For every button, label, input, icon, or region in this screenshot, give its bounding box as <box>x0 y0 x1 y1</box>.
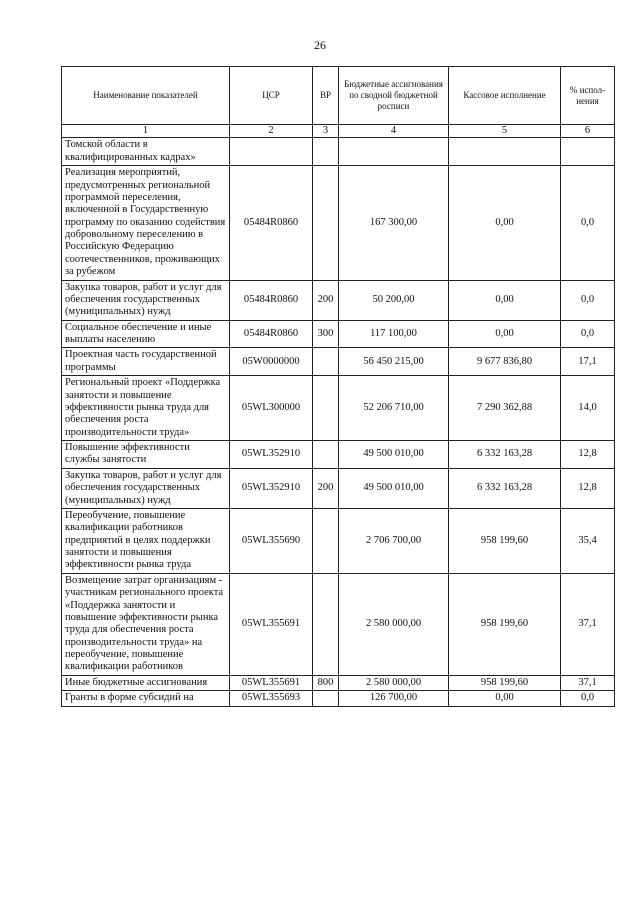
row-percent: 17,1 <box>561 348 615 376</box>
row-csr: 05WL300000 <box>230 376 313 441</box>
row-percent: 12,8 <box>561 441 615 469</box>
row-percent: 37,1 <box>561 573 615 675</box>
table-row <box>62 166 615 280</box>
row-budget: 49 500 010,00 <box>339 468 449 508</box>
header-name: Наименование показателей <box>62 67 230 125</box>
row-percent: 37,1 <box>561 675 615 690</box>
header-percent: % испол-нения <box>561 67 615 125</box>
row-vr: 200 <box>313 468 339 508</box>
row-budget: 2 580 000,00 <box>339 675 449 690</box>
row-budget <box>339 138 449 166</box>
row-vr <box>313 441 339 469</box>
row-percent: 12,8 <box>561 468 615 508</box>
row-cash: 958 199,60 <box>449 573 561 675</box>
column-number: 4 <box>339 125 449 138</box>
row-vr <box>313 691 339 706</box>
row-name: Иные бюджетные ассигнования <box>62 675 230 690</box>
column-number: 5 <box>449 125 561 138</box>
row-csr: 05WL352910 <box>230 441 313 469</box>
column-number: 3 <box>313 125 339 138</box>
column-number: 1 <box>62 125 230 138</box>
row-percent: 0,0 <box>561 691 615 706</box>
row-name: Закупка товаров, работ и услуг для обеспечения государственных (муниципальных) нужд <box>62 280 230 320</box>
table-row <box>62 348 615 376</box>
table-row <box>62 138 615 166</box>
row-name: Гранты в форме субсидий на <box>62 691 230 706</box>
row-budget: 126 700,00 <box>339 691 449 706</box>
table-row <box>62 468 615 508</box>
row-percent <box>561 138 615 166</box>
row-csr: 05484R0860 <box>230 280 313 320</box>
row-cash: 6 332 163,28 <box>449 441 561 469</box>
row-csr: 05484R0860 <box>230 166 313 280</box>
row-cash: 958 199,60 <box>449 508 561 573</box>
row-budget: 56 450 215,00 <box>339 348 449 376</box>
row-name: Закупка товаров, работ и услуг для обеспечения государственных (муниципальных) нужд <box>62 468 230 508</box>
row-percent: 35,4 <box>561 508 615 573</box>
row-percent: 14,0 <box>561 376 615 441</box>
row-csr: 05WL355693 <box>230 691 313 706</box>
row-budget: 52 206 710,00 <box>339 376 449 441</box>
row-name: Социальное обеспечение и иные выплаты населению <box>62 320 230 348</box>
row-name: Переобучение, повышение квалификации работников предприятий в целях поддержки занятости и повышения эффективности рынка труда <box>62 508 230 573</box>
row-percent: 0,0 <box>561 280 615 320</box>
row-vr <box>313 376 339 441</box>
row-csr: 05WL355691 <box>230 675 313 690</box>
column-number-row <box>62 125 615 138</box>
row-vr <box>313 166 339 280</box>
table-row <box>62 376 615 441</box>
row-name: Повышение эффективности службы занятости <box>62 441 230 469</box>
row-vr <box>313 138 339 166</box>
row-budget: 117 100,00 <box>339 320 449 348</box>
table-row <box>62 675 615 690</box>
row-budget: 167 300,00 <box>339 166 449 280</box>
row-csr: 05W0000000 <box>230 348 313 376</box>
header-budget: Бюджетные ассигнования по сводной бюджетной росписи <box>339 67 449 125</box>
table-row <box>62 508 615 573</box>
row-cash: 958 199,60 <box>449 675 561 690</box>
row-csr <box>230 138 313 166</box>
row-name: Реализация мероприятий, предусмотренных региональной программой переселения, включенной в Государственную программу по оказанию содействия добровольному переселению в Российскую Федерацию соотечественников, проживающих за рубежом <box>62 166 230 280</box>
row-vr <box>313 348 339 376</box>
row-csr: 05WL352910 <box>230 468 313 508</box>
header-vr: ВР <box>313 67 339 125</box>
row-name: Региональный проект «Поддержка занятости и повышение эффективности рынка труда для обеспечения роста производительности труда» <box>62 376 230 441</box>
page-number: 26 <box>314 38 326 52</box>
row-cash <box>449 138 561 166</box>
row-name: Томской области в квалифицированных кадрах» <box>62 138 230 166</box>
budget-execution-table <box>61 66 615 707</box>
row-cash: 0,00 <box>449 280 561 320</box>
row-percent: 0,0 <box>561 166 615 280</box>
table-row <box>62 573 615 675</box>
table-row <box>62 441 615 469</box>
row-vr: 200 <box>313 280 339 320</box>
row-cash: 0,00 <box>449 691 561 706</box>
header-row <box>62 67 615 125</box>
row-csr: 05WL355691 <box>230 573 313 675</box>
row-cash: 0,00 <box>449 166 561 280</box>
column-number: 2 <box>230 125 313 138</box>
table-row <box>62 280 615 320</box>
row-name: Проектная часть государственной программы <box>62 348 230 376</box>
table-row <box>62 691 615 706</box>
row-percent: 0,0 <box>561 320 615 348</box>
row-name: Возмещение затрат организациям - участникам регионального проекта «Поддержка занятости и повышение эффективности рынка труда для обеспечения роста производительности труда» на переобучение, повышение квалификации работников <box>62 573 230 675</box>
row-vr: 300 <box>313 320 339 348</box>
table-row <box>62 320 615 348</box>
row-csr: 05WL355690 <box>230 508 313 573</box>
row-budget: 49 500 010,00 <box>339 441 449 469</box>
row-vr: 800 <box>313 675 339 690</box>
row-budget: 2 580 000,00 <box>339 573 449 675</box>
row-budget: 2 706 700,00 <box>339 508 449 573</box>
row-cash: 6 332 163,28 <box>449 468 561 508</box>
column-number: 6 <box>561 125 615 138</box>
header-csr: ЦСР <box>230 67 313 125</box>
row-cash: 0,00 <box>449 320 561 348</box>
row-cash: 9 677 836,80 <box>449 348 561 376</box>
header-cash: Кассовое исполнение <box>449 67 561 125</box>
row-vr <box>313 508 339 573</box>
row-csr: 05484R0860 <box>230 320 313 348</box>
row-cash: 7 290 362,88 <box>449 376 561 441</box>
row-budget: 50 200,00 <box>339 280 449 320</box>
row-vr <box>313 573 339 675</box>
